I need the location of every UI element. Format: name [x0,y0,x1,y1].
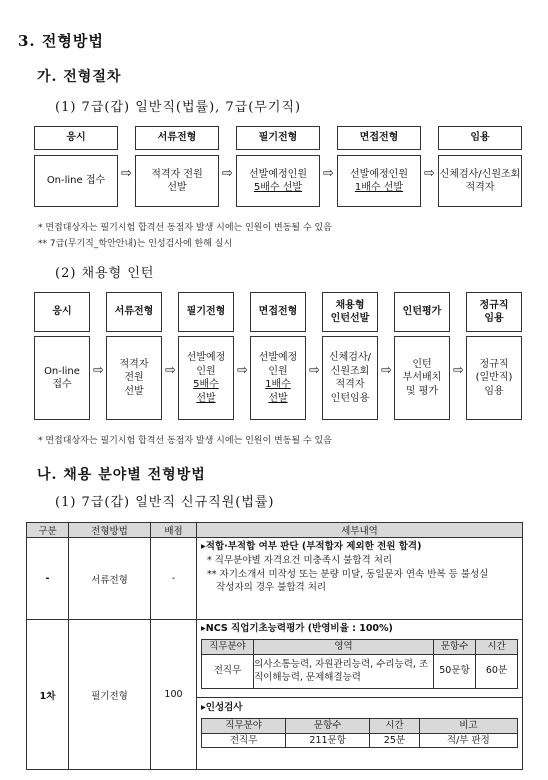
flow-step-header: 응시 [34,292,90,332]
flow-step-body [438,155,522,207]
ncs-table [201,639,518,689]
personality-title: ▸인성검사 [201,701,243,713]
detail-line: ** 자기소개서 미작성 또는 분량 미달, 동일문자 연속 반복 등 불성실 [201,568,489,580]
row2-score: 100 [151,620,197,770]
flow-step-body [394,336,450,420]
table-row [27,538,523,620]
flow-step-body [466,336,522,420]
item-title-intern: (2) 채용형 인턴 [55,266,155,281]
flow-step-text: On-line 접수 [46,175,106,187]
flow-step-text: 신체검사/신원조회 적격자 [439,168,521,193]
pers-header: 문항수 [286,718,370,733]
item-title-field-1: (1) 7급(갑) 일반직 신규직원(법률) [55,495,275,510]
flow-step-text: 선발예정 인원 [258,352,298,377]
flow-step-body [34,155,118,207]
flow-arrow-icon: ⇨ [165,363,176,378]
note-interview: * 면접대상자는 필기시험 합격선 동점자 발생 시에는 인원이 변동될 수 있음 [38,223,332,233]
pers-header: 비고 [419,718,517,733]
flow-step-text: 선발예정 인원 [186,352,226,377]
header-category: 구분 [27,523,69,538]
ncs-header: 영역 [254,639,434,654]
pers-header: 시간 [370,718,420,733]
flow-step-header: 서류전형 [106,292,162,332]
header-details: 세부내역 [197,523,523,538]
row1-stage: - [27,538,69,620]
flow-step-body [322,336,378,420]
ncs-cell: 50문항 [434,654,476,688]
ncs-header: 직무분야 [202,639,254,654]
section-title: 3. 전형방법 [18,32,104,50]
header-method: 전형방법 [69,523,151,538]
flow-step-header: 서류전형 [135,126,219,150]
subsection-title-by-field: 나. 채용 분야별 전형방법 [37,467,206,483]
detail-line: * 직무분야별 자격요건 미충족시 불합격 처리 [201,554,393,566]
flow-step-emphasis: 1배수 선발 [354,182,404,193]
selection-method-table [26,522,523,770]
row1-score: - [151,538,197,620]
flow-step-emphasis: 5배수 선발 [253,182,303,193]
ncs-cell: 전직무 [202,654,254,688]
flow-step-header: 채용형 인턴선발 [322,292,378,332]
flow-arrow-icon: ⇨ [121,166,132,181]
flow-step-header: 인턴평가 [394,292,450,332]
flow-step-text: 신체검사/ 신원조회 적격자 인턴임용 [328,352,371,404]
flow-step-header: 면접전형 [250,292,306,332]
flow-arrow-icon: ⇨ [93,363,104,378]
row1-method: 서류전형 [69,538,151,620]
subsection-title-procedure: 가. 전형절차 [37,69,122,85]
flow-step-header: 필기전형 [236,126,320,150]
flow-step-body [135,155,219,207]
flow-step-body [236,155,320,207]
row2-details [197,620,523,770]
flow-step-emphasis: 5배수 선발 [193,379,219,404]
flow-arrow-icon: ⇨ [453,363,464,378]
pers-cell: 적/부 판정 [419,733,517,748]
note-interview-2: * 면접대상자는 필기시험 합격선 동점자 발생 시에는 인원이 변동될 수 있음 [38,436,332,446]
flow-step-emphasis: 1배수 선발 [265,379,291,404]
flow-step-body [34,336,90,420]
flow-step-text: On-line 접수 [44,365,80,390]
flow-arrow-icon: ⇨ [323,166,334,181]
pers-header: 직무분야 [202,718,286,733]
pers-cell: 전직무 [202,733,286,748]
flow-step-text: 적격자 전원 선발 [119,358,149,397]
row1-details [197,538,523,620]
pers-cell: 25분 [370,733,420,748]
flow-step-text: 인턴 부서배치 및 평가 [402,358,442,397]
flow-step-header: 정규직 임용 [466,292,522,332]
ncs-title: ▸NCS 직업기초능력평가 (반영비율 : 100%) [201,623,393,634]
flow-arrow-icon: ⇨ [309,363,320,378]
flow-step-text: 정규직 (일반직) 임용 [475,358,513,397]
ncs-cell: 60분 [476,654,518,688]
flow-step-text: 선발예정인원 [249,168,307,180]
flow-arrow-icon: ⇨ [237,363,248,378]
row2-stage: 1차 [27,620,69,770]
table-row [27,620,523,770]
header-score: 배점 [151,523,197,538]
ncs-header: 시간 [476,639,518,654]
flow-step-header: 필기전형 [178,292,234,332]
flow-arrow-icon: ⇨ [222,166,233,181]
flow-step-header: 면접전형 [337,126,421,150]
ncs-cell: 의사소통능력, 자원관리능력, 수리능력, 조직이해능력, 문제해결능력 [254,654,434,688]
row2-method: 필기전형 [69,620,151,770]
detail-line: 작성자의 경우 불합격 처리 [201,582,327,594]
flow-step-body [178,336,234,420]
note-personality: ** 7급(무기직_학안안내)는 인성검사에 한해 실시 [38,239,233,249]
pers-cell: 211문항 [286,733,370,748]
flow-step-text: 선발예정인원 [350,168,408,180]
flow-step-body [250,336,306,420]
ncs-header: 문항수 [434,639,476,654]
item-title-general: (1) 7급(갑) 일반직(법률), 7급(무기직) [55,100,302,115]
flow-step-header: 임용 [438,126,522,150]
flow-step-header: 응시 [34,126,118,150]
personality-table [201,718,518,749]
flow-arrow-icon: ⇨ [424,166,435,181]
detail-line: ▸적합·부적합 여부 판단 (부적합자 제외한 전원 합격) [201,541,422,552]
flow-step-text: 적격자 전원 선발 [151,168,203,193]
flow-step-body [106,336,162,420]
flow-step-body [337,155,421,207]
flow-arrow-icon: ⇨ [381,363,392,378]
